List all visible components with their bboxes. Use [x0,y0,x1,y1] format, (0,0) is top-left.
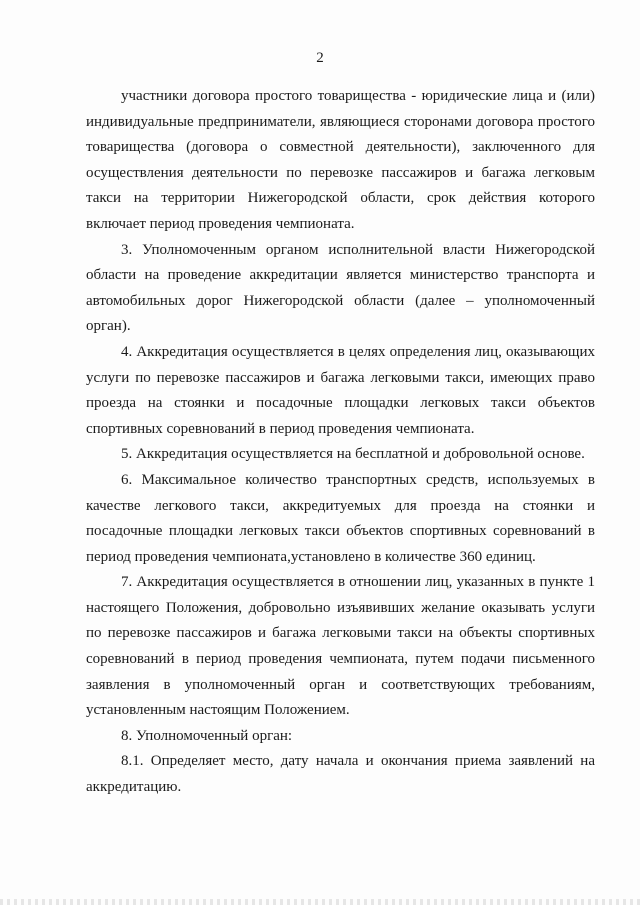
paragraph-participants: участники договора простого товарищества - юридические лица и (или) индивидуальные предприниматели, являющиеся сторонами договора простого товарищества (договора о совместной деятельности), заключенного для осуществления деятельности по перевозке пассажиров и багажа легковым такси на территории Нижегородской области, срок действия которого включает период проведения чемпионата. [86,88,595,232]
paragraph-5: 5. Аккредитация осуществляется на бесплатной и добровольной основе. [121,446,585,463]
paragraph-8: 8. Уполномоченный орган: [121,727,293,744]
paragraph-4: 4. Аккредитация осуществляется в целях определения лиц, оказывающих услуги по перевозке пассажиров и багажа легковыми такси, имеющих право проезда на стоянки и посадочные площадки легковых такси объектов спортивных соревнований в период проведения чемпионата. [86,343,595,437]
paragraph-8-1: 8.1. Определяет место, дату начала и окончания приема заявлений на аккредитацию. [86,753,595,796]
scan-edge-artifact [0,899,640,905]
document-body [86,84,595,801]
paragraph-6: 6. Максимальное количество транспортных средств, используемых в качестве легкового такси, аккредитуемых для проезда на стоянки и посадочные площадки легковых такси объектов спортивных соревнований в период проведения чемпионата,установлено в количестве 360 единиц. [86,471,595,565]
paragraph-7: 7. Аккредитация осуществляется в отношении лиц, указанных в пункте 1 настоящего Положения, добровольно изъявивших желание оказывать услуги по перевозке пассажиров и багажа легковыми такси на объекты спортивных соревнований в период проведения чемпионата, путем подачи письменного заявления в уполномоченный орган и соответствующих требованиям, установленным настоящим Положением. [86,574,595,719]
paragraph-3: 3. Уполномоченным органом исполнительной власти Нижегородской области на проведение аккредитации является министерство транспорта и автомобильных дорог Нижегородской области (далее – уполномоченный орган). [86,241,595,335]
page-number: 2 [316,50,324,66]
